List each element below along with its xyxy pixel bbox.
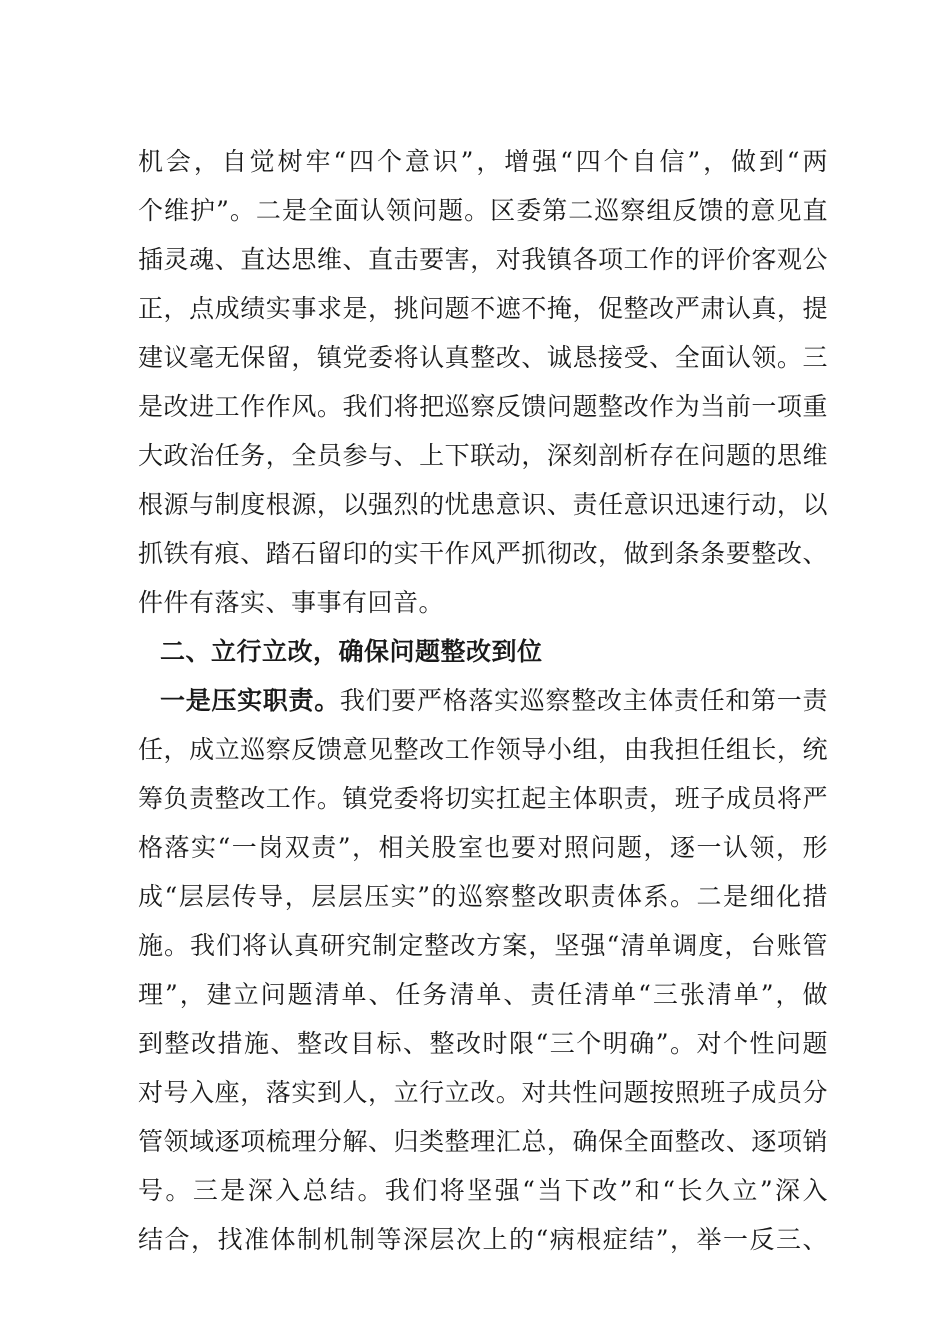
text-line: 到整改措施、整改目标、整改时限“三个明确”。对个性问题 bbox=[138, 1029, 828, 1058]
text-line: 任，成立巡察反馈意见整改工作领导小组，由我担任组长，统 bbox=[138, 735, 828, 764]
text-line: 根源与制度根源，以强烈的忧患意识、责任意识迅速行动，以 bbox=[138, 490, 828, 519]
text-line: 机会，自觉树牢“四个意识”，增强“四个自信”，做到“两 bbox=[138, 147, 828, 176]
text-line: 建议毫无保留，镇党委将认真整改、诚恳接受、全面认领。三 bbox=[138, 343, 828, 372]
text-line: 筹负责整改工作。镇党委将切实扛起主体职责，班子成员将严 bbox=[138, 784, 828, 813]
text-line: 件件有落实、事事有回音。 bbox=[138, 588, 445, 617]
text-line: 结合，找准体制机制等深层次上的“病根症结”，举一反三、 bbox=[138, 1225, 828, 1254]
text-line: 对号入座，落实到人，立行立改。对共性问题按照班子成员分 bbox=[138, 1078, 828, 1107]
text-line: 施。我们将认真研究制定整改方案，坚强“清单调度，台账管 bbox=[138, 931, 828, 960]
text-line: 号。三是深入总结。我们将坚强“当下改”和“长久立”深入 bbox=[138, 1176, 828, 1205]
section-heading: 二、立行立改，确保问题整改到位 bbox=[160, 637, 543, 666]
text-line: 个维护”。二是全面认领问题。区委第二巡察组反馈的意见直 bbox=[138, 196, 828, 225]
paragraph-first-line bbox=[160, 684, 828, 718]
text-line: 成“层层传导，层层压实”的巡察整改职责体系。二是细化措 bbox=[138, 882, 828, 911]
text-line: 正，点成绩实事求是，挑问题不遮不掩，促整改严肃认真，提 bbox=[138, 294, 828, 323]
text-line: 大政治任务，全员参与、上下联动，深刻剖析存在问题的思维 bbox=[138, 441, 828, 470]
text-line: 理”，建立问题清单、任务清单、责任清单“三张清单”，做 bbox=[138, 980, 828, 1009]
text-line: 插灵魂、直达思维、直击要害，对我镇各项工作的评价客观公 bbox=[138, 245, 828, 274]
paragraph-lead: 一是压实职责。 bbox=[160, 686, 340, 715]
paragraph-first-rest: 我们要严格落实巡察整改主体责任和第一责 bbox=[339, 686, 828, 715]
text-line: 管领域逐项梳理分解、归类整理汇总，确保全面整改、逐项销 bbox=[138, 1127, 828, 1156]
text-line: 抓铁有痕、踏石留印的实干作风严抓彻改，做到条条要整改、 bbox=[138, 539, 828, 568]
text-line: 格落实“一岗双责”，相关股室也要对照问题，逐一认领，形 bbox=[138, 833, 828, 862]
text-line: 是改进工作作风。我们将把巡察反馈问题整改作为当前一项重 bbox=[138, 392, 828, 421]
